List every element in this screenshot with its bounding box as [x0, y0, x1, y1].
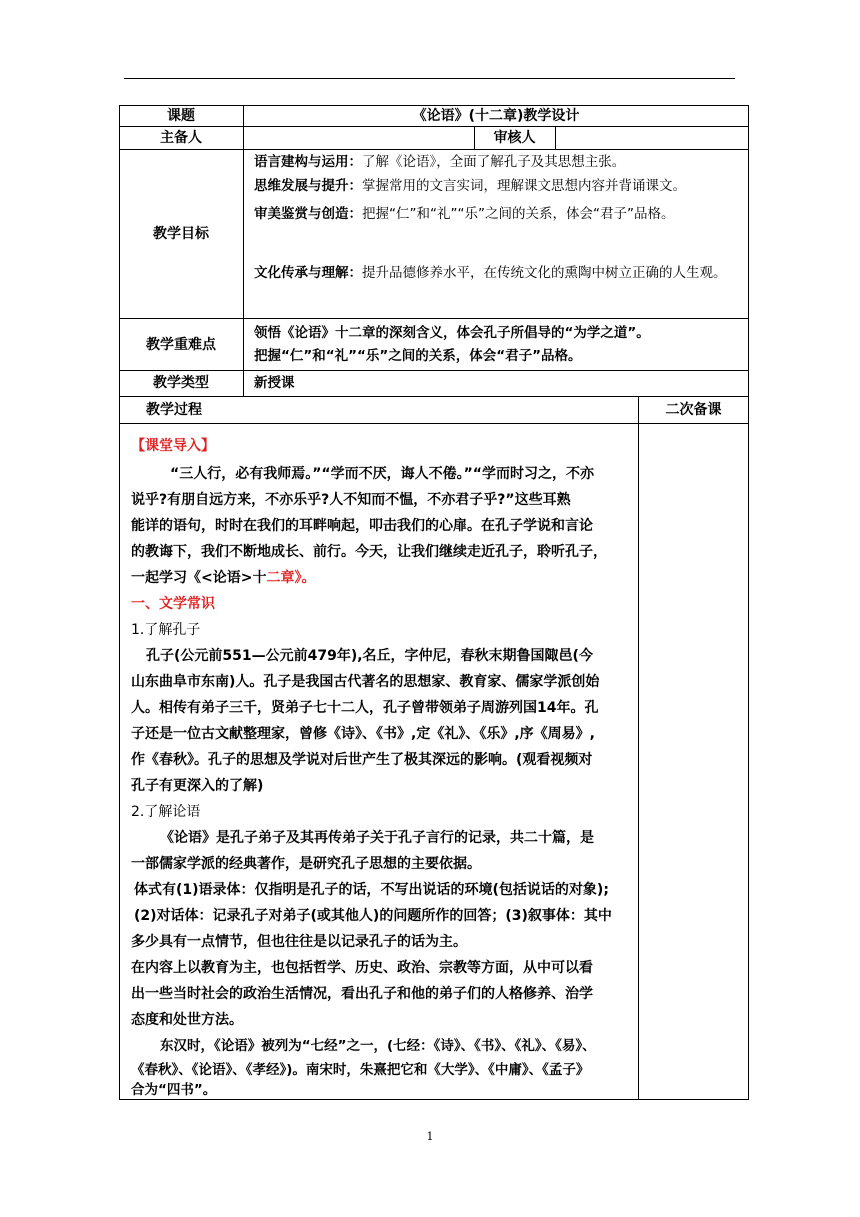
goal-head: 审美鉴赏与创造： — [254, 206, 362, 222]
intro-text: 一起学习《<论语>十 — [131, 570, 267, 586]
goal-text: 掌握常用的文言实词，理解课文思想内容并背诵课文。 — [362, 178, 686, 194]
row-divider — [119, 370, 749, 371]
column-divider — [638, 396, 639, 1100]
confucius-paragraph: 孔子有更深入的了解) — [131, 778, 264, 794]
intro-heading: 【课堂导入】 — [131, 438, 215, 454]
type-label: 教学类型 — [153, 375, 209, 391]
notes-label: 二次备课 — [665, 402, 722, 418]
intro-paragraph: 能详的语句，时时在我们的耳畔响起，叩击我们的心扉。在孔子学说和言论 — [131, 518, 593, 534]
history-paragraph: 《春秋》、《论语》、《孝经》)。南宋时，朱熹把它和《大学》、《中庸》、《孟子》 — [131, 1062, 590, 1078]
section-heading: 一、文学常识 — [131, 596, 215, 612]
row-divider — [119, 423, 749, 424]
preparer-label: 主备人 — [160, 130, 202, 146]
history-paragraph: 合为“四书”。 — [131, 1082, 217, 1098]
scope-paragraph: 态度和处世方法。 — [131, 1012, 243, 1028]
column-divider — [243, 105, 244, 396]
scope-paragraph: 出一些当时社会的政治生活情况，看出孔子和他的弟子们的人格修养、治学 — [131, 986, 593, 1002]
key-points-label: 教学重难点 — [146, 337, 216, 353]
row-divider — [119, 318, 749, 319]
confucius-paragraph: 人。相传有弟子三千，贤弟子七十二人，孔子曾带领弟子周游列国14年。孔 — [131, 700, 599, 716]
subsection-heading: 2.了解论语 — [131, 804, 201, 820]
type-value: 新授课 — [254, 375, 295, 391]
row-divider — [119, 396, 749, 397]
row-divider — [119, 149, 749, 150]
goal-head: 文化传承与理解： — [254, 265, 362, 281]
lunyu-paragraph: 《论语》是孔子弟子及其再传弟子关于孔子言行的记录，共二十篇，是 — [160, 830, 594, 846]
goal-text: 把握“仁”和“礼”“乐”之间的关系，体会“君子”品格。 — [362, 206, 675, 222]
page-number: 1 — [426, 1130, 434, 1143]
reviewer-label: 审核人 — [493, 130, 536, 146]
lunyu-paragraph: 一部儒家学派的经典著作，是研究孔子思想的主要依据。 — [131, 856, 481, 872]
key-point-item: 领悟《论语》十二章的深刻含义，体会孔子所倡导的“为学之道”。 — [254, 325, 650, 341]
confucius-paragraph: 作《春秋》。孔子的思想及学说对后世产生了极其深远的影响。(观看视频对 — [131, 752, 593, 768]
subsection-heading: 1.了解孔子 — [131, 622, 201, 638]
header-rule — [124, 78, 735, 79]
key-point-item: 把握“仁”和“礼”“乐”之间的关系，体会“君子”品格。 — [254, 348, 582, 364]
goal-head: 思维发展与提升： — [254, 178, 362, 194]
style-paragraph: (2)对话体：记录孔子对弟子(或其他人)的问题所作的回答；(3)叙事体：其中 — [134, 908, 612, 924]
confucius-paragraph: 山东曲阜市东南)人。孔子是我国古代著名的思想家、教育家、儒家学派创始 — [131, 674, 600, 690]
goal-item — [254, 201, 748, 227]
row-divider — [119, 126, 749, 127]
intro-paragraph: 说乎?有朋自远方来，不亦乐乎?人不知而不愠，不亦君子乎?”这些耳熟 — [131, 492, 571, 508]
goal-head: 语言建构与运用： — [254, 154, 362, 170]
style-paragraph: 多少具有一点情节，但也往往是以记录孔子的话为主。 — [131, 934, 467, 950]
intro-text-highlight: 二章》。 — [266, 570, 316, 586]
goal-item — [254, 175, 744, 197]
confucius-paragraph: 子还是一位古文献整理家，曾修《诗》、《书》,定《礼》、《乐》,序《周易》, — [131, 726, 595, 742]
goal-text: 了解《论语》，全面了解孔子及其思想主张。 — [362, 154, 626, 170]
goal-item — [254, 151, 744, 173]
history-paragraph: 东汉时，《论语》被列为“七经”之一，(七经：《诗》、《书》、《礼》、《易》、 — [160, 1038, 596, 1054]
lesson-title: 《论语》(十二章)教学设计 — [412, 108, 580, 124]
scope-paragraph: 在内容上以教育为主，也包括哲学、历史、政治、宗教等方面，从中可以看 — [131, 960, 593, 976]
intro-paragraph: “三人行，必有我师焉。”“学而不厌，诲人不倦。”“学而时习之，不亦 — [170, 466, 595, 482]
intro-paragraph — [131, 565, 631, 591]
intro-paragraph: 的教诲下，我们不断地成长、前行。今天，让我们继续走近孔子，聆听孔子， — [131, 544, 607, 560]
process-label: 教学过程 — [146, 402, 202, 418]
column-divider — [555, 126, 556, 149]
goal-item — [254, 260, 742, 286]
title-label: 课题 — [167, 108, 195, 124]
goal-text: 提升品德修养水平，在传统文化的熏陶中树立正确的人生观。 — [362, 265, 727, 281]
confucius-paragraph: 孔子(公元前551—公元前479年),名丘，字仲尼，春秋末期鲁国陬邑(今 — [146, 648, 593, 664]
goals-label: 教学目标 — [153, 226, 209, 242]
style-paragraph: 体式有(1)语录体：仅指明是孔子的话，不写出说话的环境(包括说话的对象); — [134, 882, 609, 898]
